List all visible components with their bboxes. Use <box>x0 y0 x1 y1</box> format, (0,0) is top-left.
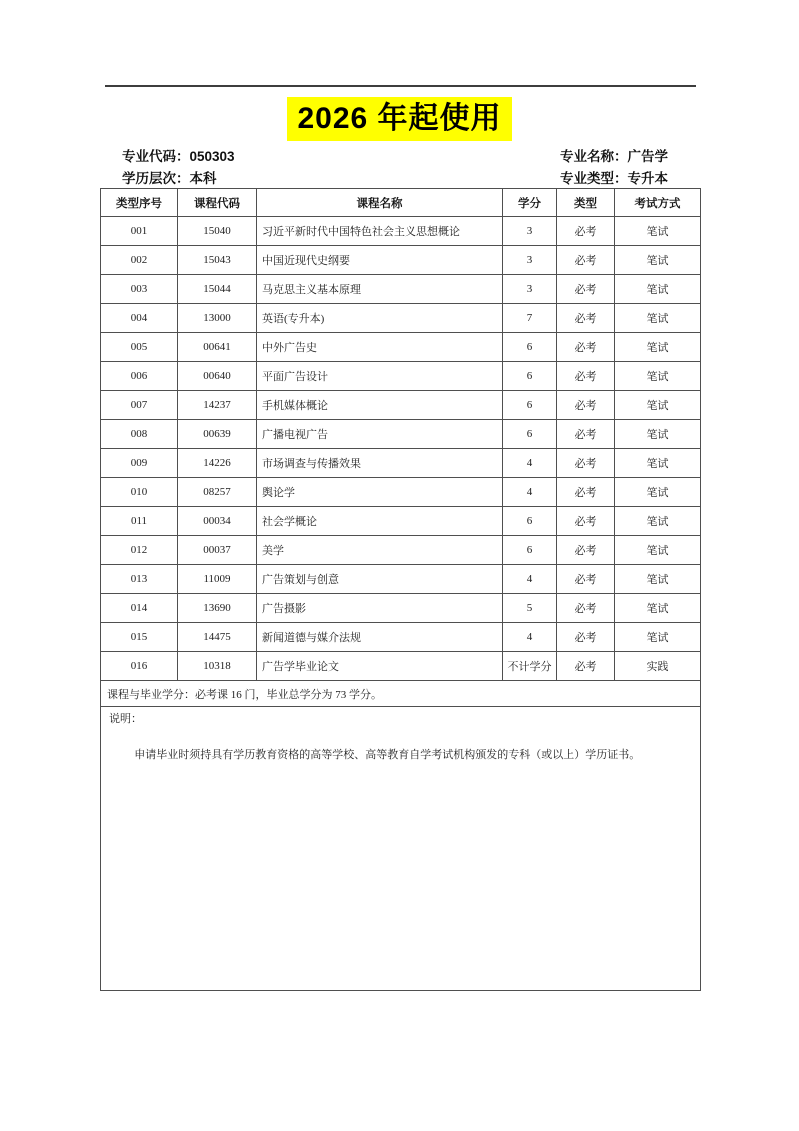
cell-type: 必考 <box>557 623 615 652</box>
cell-exam-method: 笔试 <box>615 565 701 594</box>
major-code-value: 050303 <box>189 149 235 164</box>
cell-exam-method: 笔试 <box>615 536 701 565</box>
cell-exam-method: 笔试 <box>615 217 701 246</box>
cell-seq: 013 <box>101 565 178 594</box>
cell-exam-method: 笔试 <box>615 478 701 507</box>
header-type: 类型 <box>557 189 615 217</box>
table-row <box>101 304 701 333</box>
course-plan-table <box>100 188 701 991</box>
major-name-line <box>560 146 668 168</box>
meta-section <box>0 146 799 188</box>
header-seq: 类型序号 <box>101 189 178 217</box>
cell-credits: 6 <box>503 420 557 449</box>
cell-seq: 001 <box>101 217 178 246</box>
education-level-value: 本科 <box>189 171 217 186</box>
notes-row <box>101 707 701 991</box>
cell-seq: 007 <box>101 391 178 420</box>
table-row <box>101 507 701 536</box>
education-level-line <box>122 168 235 190</box>
cell-type: 必考 <box>557 391 615 420</box>
cell-seq: 003 <box>101 275 178 304</box>
cell-course-name: 广告学毕业论文 <box>257 652 503 681</box>
major-type-line <box>560 168 668 190</box>
cell-seq: 010 <box>101 478 178 507</box>
cell-course-code: 00640 <box>178 362 257 391</box>
cell-course-name: 平面广告设计 <box>257 362 503 391</box>
cell-course-name: 马克思主义基本原理 <box>257 275 503 304</box>
cell-type: 必考 <box>557 333 615 362</box>
cell-course-code: 00034 <box>178 507 257 536</box>
cell-exam-method: 实践 <box>615 652 701 681</box>
cell-exam-method: 笔试 <box>615 304 701 333</box>
cell-course-name: 广告策划与创意 <box>257 565 503 594</box>
table-row <box>101 623 701 652</box>
cell-type: 必考 <box>557 275 615 304</box>
cell-course-code: 13000 <box>178 304 257 333</box>
table-row <box>101 565 701 594</box>
cell-type: 必考 <box>557 246 615 275</box>
cell-course-code: 00639 <box>178 420 257 449</box>
cell-credits: 6 <box>503 333 557 362</box>
table-row <box>101 478 701 507</box>
table-row <box>101 594 701 623</box>
cell-exam-method: 笔试 <box>615 449 701 478</box>
education-level-label: 学历层次： <box>122 171 190 186</box>
cell-credits: 6 <box>503 362 557 391</box>
table-row <box>101 420 701 449</box>
credits-summary-text: 课程与毕业学分：必考课 16 门，毕业总学分为 73 学分。 <box>101 681 701 707</box>
cell-course-name: 习近平新时代中国特色社会主义思想概论 <box>257 217 503 246</box>
cell-type: 必考 <box>557 217 615 246</box>
cell-exam-method: 笔试 <box>615 275 701 304</box>
cell-type: 必考 <box>557 449 615 478</box>
credits-summary-row <box>101 681 701 707</box>
cell-course-name: 手机媒体概论 <box>257 391 503 420</box>
page-title: 2026 年起使用 <box>287 97 511 141</box>
major-type-label: 专业类型： <box>560 171 628 186</box>
table-row <box>101 333 701 362</box>
cell-credits: 4 <box>503 623 557 652</box>
cell-course-name: 美学 <box>257 536 503 565</box>
header-course-name: 课程名称 <box>257 189 503 217</box>
table-row <box>101 449 701 478</box>
cell-seq: 005 <box>101 333 178 362</box>
cell-exam-method: 笔试 <box>615 623 701 652</box>
cell-credits: 7 <box>503 304 557 333</box>
cell-credits: 6 <box>503 391 557 420</box>
cell-type: 必考 <box>557 536 615 565</box>
cell-exam-method: 笔试 <box>615 420 701 449</box>
table-row <box>101 652 701 681</box>
course-table-body <box>101 217 701 681</box>
cell-course-code: 15043 <box>178 246 257 275</box>
cell-seq: 006 <box>101 362 178 391</box>
notes-cell <box>101 707 701 991</box>
major-name-value: 广告学 <box>627 149 668 164</box>
header-credits: 学分 <box>503 189 557 217</box>
cell-course-code: 13690 <box>178 594 257 623</box>
cell-exam-method: 笔试 <box>615 246 701 275</box>
cell-course-code: 11009 <box>178 565 257 594</box>
notes-text: 申请毕业时须持具有学历教育资格的高等学校、高等教育自学考试机构颁发的专科（或以上）学历证书。 <box>134 749 641 761</box>
cell-course-code: 14226 <box>178 449 257 478</box>
cell-credits: 6 <box>503 536 557 565</box>
cell-seq: 015 <box>101 623 178 652</box>
major-type-value: 专升本 <box>627 171 668 186</box>
cell-course-name: 舆论学 <box>257 478 503 507</box>
header-exam-method: 考试方式 <box>615 189 701 217</box>
cell-seq: 011 <box>101 507 178 536</box>
cell-exam-method: 笔试 <box>615 507 701 536</box>
cell-credits: 3 <box>503 275 557 304</box>
cell-course-code: 08257 <box>178 478 257 507</box>
cell-credits: 4 <box>503 449 557 478</box>
cell-seq: 014 <box>101 594 178 623</box>
notes-label: 说明： <box>109 713 142 725</box>
cell-type: 必考 <box>557 304 615 333</box>
cell-credits: 6 <box>503 507 557 536</box>
cell-course-code: 00641 <box>178 333 257 362</box>
cell-type: 必考 <box>557 420 615 449</box>
cell-course-name: 广告摄影 <box>257 594 503 623</box>
cell-type: 必考 <box>557 565 615 594</box>
top-horizontal-rule <box>105 85 696 87</box>
cell-type: 必考 <box>557 362 615 391</box>
cell-exam-method: 笔试 <box>615 362 701 391</box>
cell-type: 必考 <box>557 478 615 507</box>
cell-credits: 4 <box>503 565 557 594</box>
major-code-label: 专业代码： <box>122 149 190 164</box>
cell-type: 必考 <box>557 594 615 623</box>
cell-course-code: 14237 <box>178 391 257 420</box>
cell-course-code: 00037 <box>178 536 257 565</box>
cell-course-name: 广播电视广告 <box>257 420 503 449</box>
meta-right-column <box>560 146 668 190</box>
cell-course-code: 15044 <box>178 275 257 304</box>
table-row <box>101 217 701 246</box>
cell-course-code: 10318 <box>178 652 257 681</box>
cell-credits: 3 <box>503 217 557 246</box>
cell-seq: 004 <box>101 304 178 333</box>
table-row <box>101 246 701 275</box>
cell-course-name: 市场调查与传播效果 <box>257 449 503 478</box>
meta-left-column <box>122 146 235 190</box>
cell-seq: 008 <box>101 420 178 449</box>
cell-course-name: 中国近现代史纲要 <box>257 246 503 275</box>
cell-type: 必考 <box>557 507 615 536</box>
course-table-header <box>101 189 701 217</box>
cell-credits: 不计学分 <box>503 652 557 681</box>
cell-course-code: 14475 <box>178 623 257 652</box>
cell-credits: 4 <box>503 478 557 507</box>
cell-course-name: 社会学概论 <box>257 507 503 536</box>
cell-course-code: 15040 <box>178 217 257 246</box>
cell-exam-method: 笔试 <box>615 391 701 420</box>
major-name-label: 专业名称： <box>560 149 628 164</box>
header-row <box>101 189 701 217</box>
cell-seq: 002 <box>101 246 178 275</box>
cell-seq: 009 <box>101 449 178 478</box>
cell-credits: 5 <box>503 594 557 623</box>
major-code-line <box>122 146 235 168</box>
cell-course-name: 英语(专升本) <box>257 304 503 333</box>
table-row <box>101 275 701 304</box>
table-row <box>101 391 701 420</box>
cell-type: 必考 <box>557 652 615 681</box>
table-row <box>101 362 701 391</box>
header-course-code: 课程代码 <box>178 189 257 217</box>
cell-course-name: 新闻道德与媒介法规 <box>257 623 503 652</box>
cell-exam-method: 笔试 <box>615 594 701 623</box>
cell-seq: 016 <box>101 652 178 681</box>
cell-exam-method: 笔试 <box>615 333 701 362</box>
title-row <box>0 97 799 141</box>
cell-course-name: 中外广告史 <box>257 333 503 362</box>
course-table-footer <box>101 681 701 991</box>
cell-seq: 012 <box>101 536 178 565</box>
cell-credits: 3 <box>503 246 557 275</box>
table-row <box>101 536 701 565</box>
